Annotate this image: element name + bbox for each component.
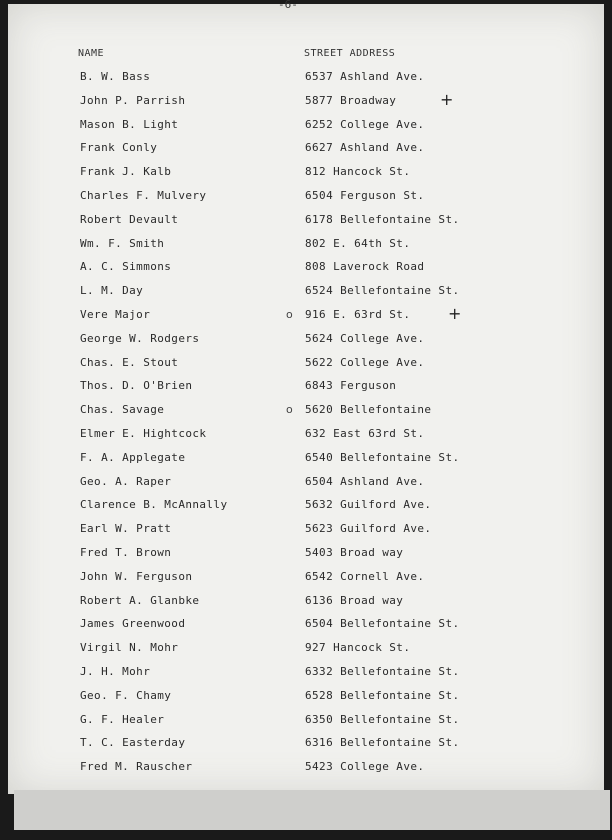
person-name: John P. Parrish <box>80 93 186 107</box>
list-item <box>8 68 604 92</box>
street-address: 5877 Broadway <box>305 93 397 107</box>
list-item <box>8 449 604 473</box>
name-column-header: NAME <box>78 48 105 59</box>
list-item <box>8 758 604 782</box>
person-name: Geo. A. Raper <box>80 474 172 488</box>
list-item <box>8 592 604 616</box>
street-address: 812 Hancock St. <box>305 165 411 179</box>
person-name: Elmer E. Hightcock <box>80 426 207 440</box>
person-name: A. C. Simmons <box>80 260 172 274</box>
person-name: Robert A. Glanbke <box>80 593 200 607</box>
street-address: 632 East 63rd St. <box>305 426 425 440</box>
street-address: 927 Hancock St. <box>305 641 411 655</box>
street-address: 6537 Ashland Ave. <box>305 70 425 83</box>
street-address: 802 E. 64th St. <box>305 236 411 250</box>
street-address: 6542 Cornell Ave. <box>305 569 425 583</box>
list-item <box>8 473 604 497</box>
list-item <box>8 330 604 354</box>
list-item <box>8 711 604 735</box>
list-item <box>8 663 604 687</box>
person-name: Charles F. Mulvery <box>80 188 207 202</box>
street-address: 5624 College Ave. <box>305 331 425 345</box>
document-page <box>8 0 604 794</box>
street-address: 6316 Bellefontaine St. <box>305 736 460 750</box>
handwritten-cross-mark: + <box>448 303 462 323</box>
list-item <box>8 354 604 378</box>
person-name: Virgil N. Mohr <box>80 641 179 655</box>
street-address: 6136 Broad way <box>305 593 404 607</box>
person-name: Frank J. Kalb <box>80 165 172 179</box>
person-name: Mason B. Light <box>80 117 179 131</box>
list-item <box>8 544 604 568</box>
list-item <box>8 139 604 163</box>
street-address: 6504 Ashland Ave. <box>305 474 425 488</box>
street-address: 5423 College Ave. <box>305 760 425 774</box>
street-address: 6252 College Ave. <box>305 117 425 131</box>
street-address: 5620 Bellefontaine <box>305 403 432 417</box>
person-name: Clarence B. McAnnally <box>80 498 228 512</box>
person-name: G. F. Healer <box>80 712 165 726</box>
street-address: 6528 Bellefontaine St. <box>305 688 460 702</box>
person-name: Chas. Savage <box>80 403 165 417</box>
person-name: Earl W. Pratt <box>80 522 172 536</box>
handwritten-circle-mark: o <box>286 403 294 417</box>
person-name: Frank Conly <box>80 141 158 155</box>
person-name: James Greenwood <box>80 617 186 631</box>
street-address: 5623 Guilford Ave. <box>305 522 432 536</box>
list-item <box>8 734 604 758</box>
list-item <box>8 235 604 259</box>
person-name: F. A. Applegate <box>80 450 186 464</box>
list-item <box>8 89 604 116</box>
roster-list <box>8 68 604 782</box>
person-name: Geo. F. Chamy <box>80 688 172 702</box>
list-item <box>8 258 604 282</box>
person-name: Wm. F. Smith <box>80 236 165 250</box>
list-item <box>8 687 604 711</box>
handwritten-circle-mark: o <box>286 307 294 321</box>
person-name: Vere Major <box>80 307 151 321</box>
street-address: 6627 Ashland Ave. <box>305 141 425 155</box>
scan-bottom-edge <box>14 790 610 830</box>
street-address: 6504 Ferguson St. <box>305 188 425 202</box>
person-name: T. C. Easterday <box>80 736 186 750</box>
list-item <box>8 520 604 544</box>
list-item <box>8 496 604 520</box>
person-name: Fred M. Rauscher <box>80 760 193 774</box>
handwritten-cross-mark: + <box>440 89 454 109</box>
person-name: Thos. D. O'Brien <box>80 379 193 393</box>
list-item <box>8 163 604 187</box>
list-item <box>8 615 604 639</box>
street-address: 5622 College Ave. <box>305 355 425 369</box>
person-name: Robert Devault <box>80 212 179 226</box>
street-address: 808 Laverock Road <box>305 260 425 274</box>
street-address: 6540 Bellefontaine St. <box>305 450 460 464</box>
list-item <box>8 568 604 592</box>
street-address: 6504 Bellefontaine St. <box>305 617 460 631</box>
person-name: L. M. Day <box>80 284 144 298</box>
person-name: Fred T. Brown <box>80 545 172 559</box>
page-number: -6- <box>278 0 298 11</box>
list-item <box>8 639 604 663</box>
person-name: George W. Rodgers <box>80 331 200 345</box>
list-item <box>8 211 604 235</box>
street-address: 6843 Ferguson <box>305 379 397 393</box>
address-column-header: STREET ADDRESS <box>304 48 396 59</box>
list-item <box>8 425 604 449</box>
list-item <box>8 401 604 425</box>
list-item <box>8 303 604 330</box>
street-address: 6524 Bellefontaine St. <box>305 284 460 298</box>
person-name: B. W. Bass <box>80 70 151 83</box>
street-address: 6350 Bellefontaine St. <box>305 712 460 726</box>
list-item <box>8 187 604 211</box>
person-name: John W. Ferguson <box>80 569 193 583</box>
street-address: 6178 Bellefontaine St. <box>305 212 460 226</box>
street-address: 5632 Guilford Ave. <box>305 498 432 512</box>
person-name: Chas. E. Stout <box>80 355 179 369</box>
street-address: 6332 Bellefontaine St. <box>305 664 460 678</box>
street-address: 916 E. 63rd St. <box>305 307 411 321</box>
list-item <box>8 377 604 401</box>
person-name: J. H. Mohr <box>80 664 151 678</box>
list-item <box>8 116 604 140</box>
list-item <box>8 282 604 306</box>
street-address: 5403 Broad way <box>305 545 404 559</box>
